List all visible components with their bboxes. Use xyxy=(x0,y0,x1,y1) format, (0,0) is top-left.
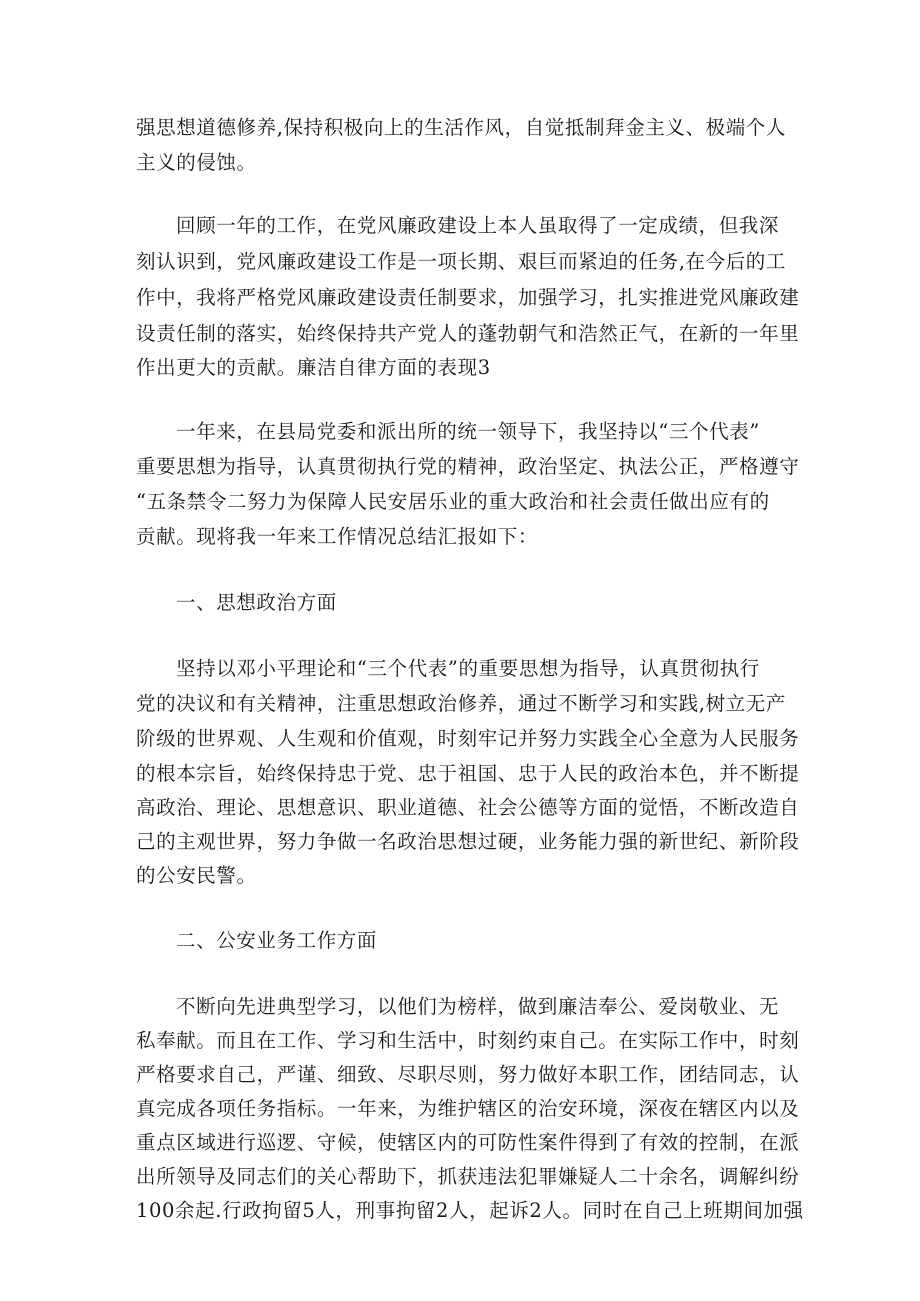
text-line: 真完成各项任务指标。一年来，为维护辖区的治安环境，深夜在辖区内以及 xyxy=(136,1097,800,1120)
text-line: 强思想道德修养,保持积极向上的生活作风，自觉抵制拜金主义、极端个人 xyxy=(136,116,786,139)
text-line: 回顾一年的工作，在党风廉政建设上本人虽取得了一定成绩，但我深 xyxy=(176,214,780,237)
text-line: 高政治、理论、思想意识、职业道德、社会公德等方面的觉悟，不断改造自 xyxy=(136,796,800,819)
text-line: 己的主观世界，努力争做一名政治思想过硬，业务能力强的新世纪、新阶段 xyxy=(136,830,800,853)
text-line: 主义的侵蚀。 xyxy=(136,151,257,174)
text-line: 坚持以邓小平理论和“三个代表”的重要思想为指导，认真贯彻执行 xyxy=(176,657,760,680)
text-line: 作出更大的贡献。廉洁自律方面的表现3 xyxy=(136,356,491,379)
text-line: 设责任制的落实，始终保持共产党人的蓬勃朝气和浩然正气，在新的一年里 xyxy=(136,322,800,345)
text-line: 不断向先进典型学习，以他们为榜样，做到廉洁奉公、爱岗敬业、无 xyxy=(176,995,780,1018)
text-line: 重要思想为指导，认真贯彻执行党的精神，政治坚定、执法公正，严格遵守 xyxy=(136,455,800,478)
text-line: 阶级的世界观、人生观和价值观，时刻牢记并努力实践全心全意为人民服务 xyxy=(136,727,800,750)
text-line: 重点区域进行巡逻、守候，使辖区内的可防性案件得到了有效的控制，在派 xyxy=(136,1131,800,1154)
text-line: “五条禁令二努力为保障人民安居乐业的重大政治和社会责任做出应有的 xyxy=(136,490,770,513)
text-line: 私奉献。而且在工作、学习和生活中，时刻约束自己。在实际工作中，时刻 xyxy=(136,1029,800,1052)
section-heading: 二、公安业务工作方面 xyxy=(176,929,378,952)
text-line: 作中，我将严格党风廉政建设责任制要求，加强学习，扎实推进党风廉政建 xyxy=(136,286,800,309)
text-line: 严格要求自己，严谨、细致、尽职尽则，努力做好本职工作，团结同志，认 xyxy=(136,1063,800,1086)
text-line: 出所领导及同志们的关心帮助下，抓获违法犯罪嫌疑人二十余名，调解纠纷 xyxy=(136,1165,800,1188)
text-line: 贡献。现将我一年来工作情况总结汇报如下： xyxy=(136,525,539,548)
text-line: 刻认识到，党风廉政建设工作是一项长期、艰巨而紧迫的任务,在今后的工 xyxy=(136,250,786,273)
text-line: 一年来，在县局党委和派出所的统一领导下，我坚持以“三个代表” xyxy=(176,420,760,443)
section-heading: 一、思想政治方面 xyxy=(176,591,337,614)
text-line: 的根本宗旨，始终保持忠于党、忠于祖国、忠于人民的政治本色，并不断提 xyxy=(136,762,800,785)
text-line: 党的决议和有关精神，注重思想政治修养，通过不断学习和实践,树立无产 xyxy=(136,692,786,715)
text-line: 100余起.行政拘留5人，刑事拘留2人，起诉2人。同时在自己上班期间加强 xyxy=(136,1199,804,1222)
text-line: 的公安民警。 xyxy=(136,864,257,887)
